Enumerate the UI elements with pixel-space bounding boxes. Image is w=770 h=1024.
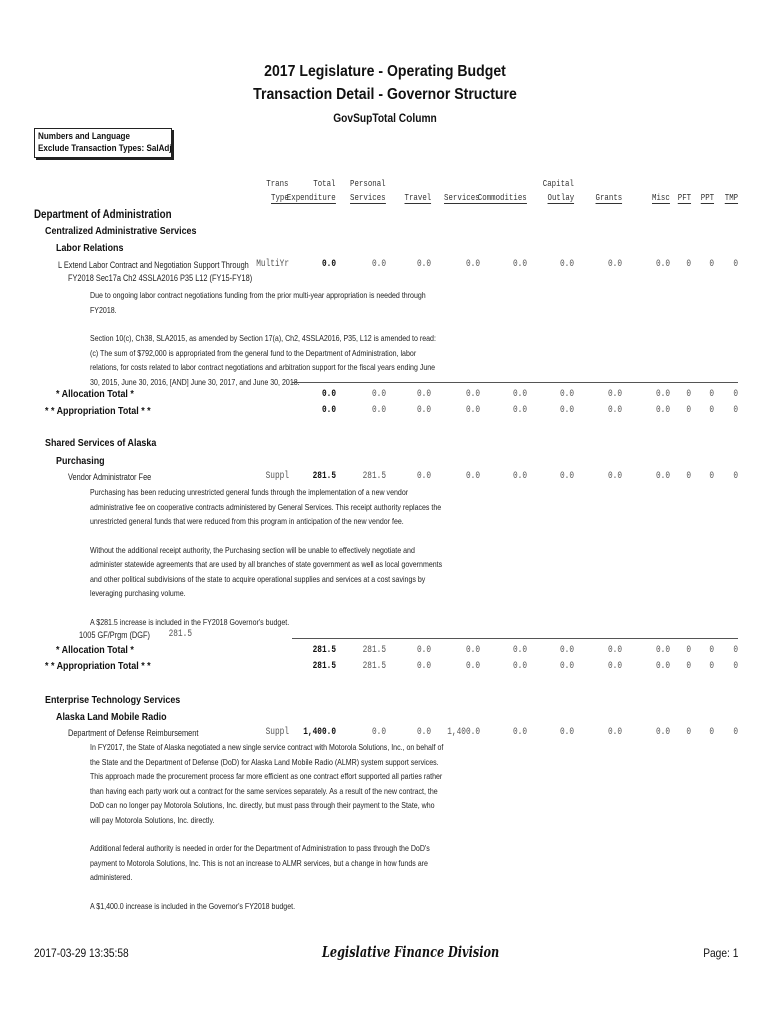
cell-services: 1,400.0 [447,727,480,738]
col-personal-2: Services [350,192,386,203]
text-line: This approach made the procurement process far more efficient as one contract effort supported all parties rather [90,771,443,781]
column-caption: GovSupTotal Column [333,111,437,125]
cell-misc: 0.0 [655,645,670,656]
cell-travel: 0.0 [416,645,431,656]
cell-services: 0.0 [465,405,480,416]
cell-ppt: 0 [709,471,714,482]
cell-commodities: 0.0 [512,405,527,416]
text-line: Purchasing has been reducing unrestricted general funds through the implementation of a new vendor [90,487,409,497]
explanation-text [90,740,443,913]
cell-ppt: 0 [709,645,714,656]
cell-capital: 0.0 [559,645,574,656]
cell-ppt: 0 [709,661,714,672]
cell-grants: 0.0 [607,405,622,416]
cell-services: 0.0 [465,661,480,672]
total-rule [292,382,738,383]
cell-services: 0.0 [465,645,480,656]
cell-commodities: 0.0 [512,661,527,672]
text-line: (c) The sum of $792,000 is appropriated from the general fund to the Department of Administration, labor [90,347,417,358]
cell-tmp: 0 [733,661,738,672]
text-line: Additional federal authority is needed in order for the Department of Administration to pass through the DoD's [90,843,430,853]
cell-total: 281.5 [312,661,336,672]
cell-grants: 0.0 [607,259,622,270]
cell-total: 0.0 [321,259,336,270]
cell-commodities: 0.0 [512,471,527,482]
trans-type: Suppl [265,727,289,738]
cell-travel: 0.0 [416,389,431,400]
col-commodities: Commodities [478,192,527,203]
component-heading: Alaska Land Mobile Radio [56,711,167,723]
col-services: Services [444,192,480,203]
cell-personal: 0.0 [371,727,386,738]
cell-personal: 0.0 [371,389,386,400]
filter-line-1: Numbers and Language [38,131,130,142]
component-heading: Purchasing [56,455,105,467]
cell-services: 0.0 [465,389,480,400]
fund-source-label: 1005 GF/Prgm (DGF) [79,630,150,640]
cell-ppt: 0 [709,727,714,738]
allocation-total-label: * Allocation Total * [56,388,134,400]
section-heading: Shared Services of Alaska [45,437,157,449]
footer-page-number: Page: 1 [702,946,738,960]
text-line: than having each party work out a contract for the same services separately. As a result of the new contract, the [90,785,438,796]
line-item-title-cont: FY2018 Sec17a Ch2 4SSLA2016 P35 L12 (FY15-FY18) [68,273,253,283]
cell-grants: 0.0 [607,727,622,738]
cell-services: 0.0 [465,259,480,270]
text-line: payment to Motorola Solutions, Inc. This is not an increase to ALMR services, but a change in how funds are [90,857,428,868]
fund-source-value: 281.5 [168,629,192,640]
text-line: Section 10(c), Ch38, SLA2015, as amended by Section 17(a), Ch2, 4SSLA2016, P35, L12 is amended to read: [90,333,436,343]
cell-tmp: 0 [733,471,738,482]
cell-personal: 0.0 [371,259,386,270]
col-grants: Grants [595,192,622,203]
total-rule [292,638,738,639]
cell-capital: 0.0 [559,405,574,416]
cell-pft: 0 [686,661,691,672]
cell-total: 0.0 [321,405,336,416]
col-misc: Misc [652,192,670,203]
cell-travel: 0.0 [416,259,431,270]
text-line: relations, for costs related to labor contract negotiations and arbitration support for the fiscal years ending June [90,362,436,372]
cell-tmp: 0 [733,389,738,400]
cell-total: 0.0 [321,389,336,400]
section-heading: Enterprise Technology Services [45,694,181,706]
report-subtitle: Transaction Detail - Governor Structure [253,86,517,103]
cell-misc: 0.0 [655,259,670,270]
col-travel: Travel [404,192,431,203]
cell-misc: 0.0 [655,661,670,672]
text-line: the State and the Department of Defense (DoD) for Alaska Land Mobile Radio (ALMR) system support services. [90,756,439,767]
cell-tmp: 0 [733,645,738,656]
cell-pft: 0 [686,727,691,738]
department-heading: Department of Administration [34,209,172,221]
component-heading: Labor Relations [56,242,124,254]
cell-grants: 0.0 [607,645,622,656]
cell-grants: 0.0 [607,471,622,482]
filter-line-2: Exclude Transaction Types: SalAdj [38,143,172,154]
line-item-title: Department of Defense Reimbursement [68,728,199,738]
line-item-title: Vendor Administrator Fee [68,472,152,482]
cell-travel: 0.0 [416,727,431,738]
col-trans-1: Trans [266,178,289,189]
cell-total: 281.5 [312,471,336,482]
col-pft: PFT [677,192,691,203]
cell-ppt: 0 [709,259,714,270]
cell-pft: 0 [686,259,691,270]
cell-personal: 281.5 [362,471,386,482]
cell-misc: 0.0 [655,471,670,482]
cell-tmp: 0 [733,259,738,270]
cell-travel: 0.0 [416,661,431,672]
footer-division: Legislative Finance Division [322,943,500,961]
text-line: will pay Motorola Solutions, Inc. directly. [90,814,215,825]
cell-tmp: 0 [733,405,738,416]
cell-capital: 0.0 [559,259,574,270]
explanation-text [90,288,436,389]
cell-ppt: 0 [709,389,714,400]
cell-commodities: 0.0 [512,727,527,738]
text-line: and other political subdivisions of the state to acquire operational supplies and services at a cost savings by [90,573,426,584]
col-personal-1: Personal [350,178,386,189]
cell-pft: 0 [686,389,691,400]
cell-capital: 0.0 [559,661,574,672]
text-line: A $1,400.0 increase is included in the Governor's FY2018 budget. [90,900,296,911]
cell-services: 0.0 [465,471,480,482]
cell-capital: 0.0 [559,727,574,738]
footer-timestamp: 2017-03-29 13:35:58 [34,946,129,960]
filter-box [34,128,172,158]
report-title: 2017 Legislature - Operating Budget [264,63,506,80]
cell-commodities: 0.0 [512,389,527,400]
col-total-1: Total [313,178,336,189]
section-heading: Centralized Administrative Services [45,225,197,237]
cell-capital: 0.0 [559,471,574,482]
cell-personal: 281.5 [362,661,386,672]
line-item-title: L Extend Labor Contract and Negotiation Support Through [58,260,249,270]
col-tmp: TMP [724,192,738,203]
appropriation-total-label: * * Appropriation Total * * [45,405,151,417]
cell-grants: 0.0 [607,661,622,672]
col-capital-2: Outlay [547,192,574,203]
cell-pft: 0 [686,471,691,482]
explanation-text [90,485,442,629]
text-line: Due to ongoing labor contract negotiations funding from the prior multi-year appropriation is needed through [90,290,426,300]
cell-travel: 0.0 [416,471,431,482]
cell-travel: 0.0 [416,405,431,416]
cell-pft: 0 [686,405,691,416]
trans-type: MultiYr [256,259,289,270]
text-line: administrative fee on cooperative contracts administered by General Services. This receipt authority replaces the [90,501,442,512]
cell-commodities: 0.0 [512,645,527,656]
text-line: administer statewide agreements that are used by all branches of state government as well as local governments [90,559,443,569]
cell-misc: 0.0 [655,727,670,738]
text-line: Without the additional receipt authority, the Purchasing section will be unable to effectively negotiate and [90,544,415,555]
cell-grants: 0.0 [607,389,622,400]
cell-commodities: 0.0 [512,259,527,270]
allocation-total-label: * Allocation Total * [56,644,134,656]
col-trans-2: Type [271,192,289,203]
cell-tmp: 0 [733,727,738,738]
col-capital-1: Capital [542,178,574,189]
text-line: 30, 2015, June 30, 2016, [AND] June 30, 2017, and June 30, 2018. [90,376,300,387]
trans-type: Suppl [265,471,289,482]
text-line: unrestricted general funds that were reduced from this program in anticipation of the new vendor fee. [90,516,404,526]
text-line: A $281.5 increase is included in the FY2018 Governor's budget. [90,616,290,627]
cell-ppt: 0 [709,405,714,416]
text-line: DoD can no longer pay Motorola Solutions, Inc. directly, but must pass through their payment to the State, who [90,800,435,810]
col-total-2: Expenditure [287,192,336,203]
cell-personal: 281.5 [362,645,386,656]
cell-personal: 0.0 [371,405,386,416]
cell-total: 281.5 [312,645,336,656]
text-line: FY2018. [90,304,117,315]
cell-misc: 0.0 [655,389,670,400]
appropriation-total-label: * * Appropriation Total * * [45,660,151,672]
cell-total: 1,400.0 [303,727,336,738]
text-line: leveraging purchasing volume. [90,588,186,598]
cell-pft: 0 [686,645,691,656]
cell-misc: 0.0 [655,405,670,416]
text-line: administered. [90,872,133,882]
text-line: In FY2017, the State of Alaska negotiated a new single service contract with Motorola Solutions, Inc., on behalf of [90,742,444,752]
col-ppt: PPT [700,192,714,203]
cell-capital: 0.0 [559,389,574,400]
